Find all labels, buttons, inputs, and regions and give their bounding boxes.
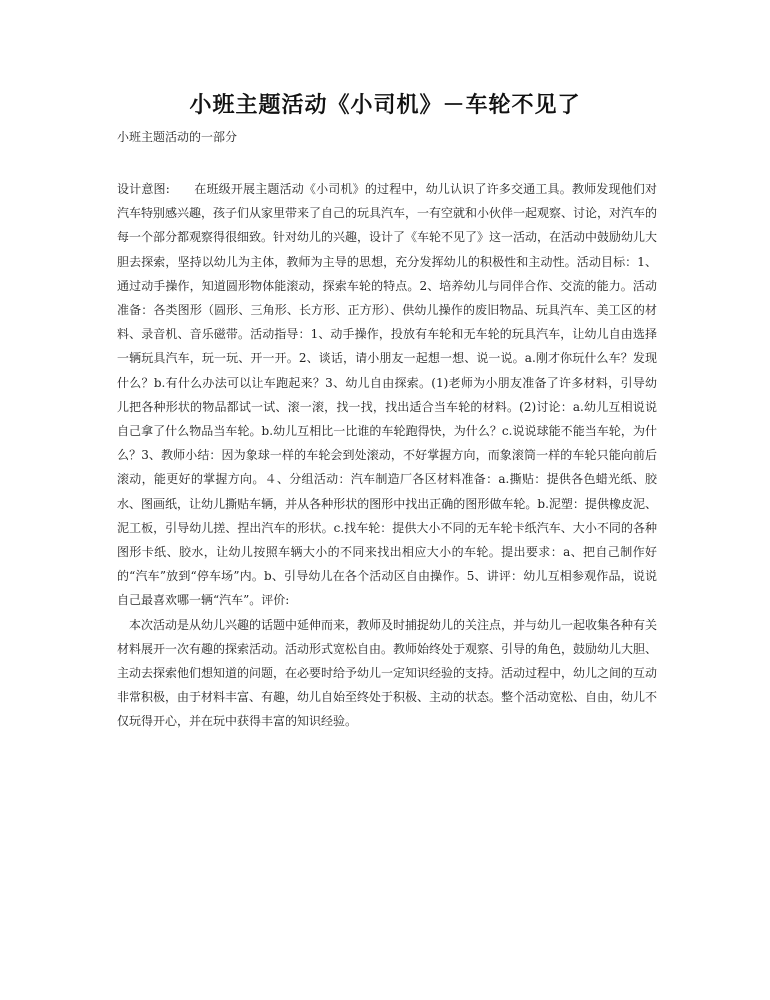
document-body: [117, 177, 657, 734]
page-title: 小班主题活动《小司机》－车轮不见了: [189, 92, 581, 118]
body-paragraph: 本次活动是从幼儿兴趣的话题中延伸而来，教师及时捕捉幼儿的关注点，并与幼儿一起收集各种有关材料展开一次有趣的探索活动。活动形式宽松自由。教师始终处于观察、引导的角色，鼓励幼儿大胆、主动去探索他们想知道的问题，在必要时给予幼儿一定知识经验的支持。活动过程中，幼儿之间的互动非常积极，由于材料丰富、有趣，幼儿自始至终处于积极、主动的状态。整个活动宽松、自由，幼儿不仅玩得开心，并在玩中获得丰富的知识经验。: [117, 617, 658, 729]
body-paragraph: 设计意图: 在班级开展主题活动《小司机》的过程中，幼儿认识了许多交通工具。教师发现他们对汽车特别感兴趣，孩子们从家里带来了自己的玩具汽车，一有空就和小伙伴一起观察、讨论，对汽车的每一个部分都观察得很细致。针对幼儿的兴趣，设计了《车轮不见了》这一活动，在活动中鼓励幼儿大胆去探索，坚持以幼儿为主体，教师为主导的思想，充分发挥幼儿的积极性和主动性。活动目标：1、通过动手操作，知道圆形物体能滚动，探索车轮的特点。2、培养幼儿与同伴合作、交流的能力。活动准备：各类图形（圆形、三角形、长方形、正方形）、供幼儿操作的废旧物品、玩具汽车、美工区的材料、录音机、音乐磁带。活动指导：1、动手操作，投放有车轮和无车轮的玩具汽车，让幼儿自由选择一辆玩具汽车，玩一玩、开一开。2、谈话，请小朋友一起想一想、说一说。a.刚才你玩什么车？发现什么？b.有什么办法可以让车跑起来？3、幼儿自由探索。(1)老师为小朋友准备了许多材料，引导幼儿把各种形状的物品都试一试、滚一滚，找一找，找出适合当车轮的材料。(2)讨论：a.幼儿互相说说自己拿了什么物品当车轮。b.幼儿互相比一比谁的车轮跑得快，为什么？c.说说球能不能当车轮，为什么？3、教师小结：因为象球一样的车轮会到处滚动，不好掌握方向，而象滚筒一样的车轮只能向前后滚动，能更好的掌握方向。４、分组活动：汽车制造厂各区材料准备：a.撕贴：提供各色蜡光纸、胶水、图画纸，让幼儿撕贴车辆，并从各种形状的图形中找出正确的图形做车轮。b.泥塑：提供橡皮泥、泥工板，引导幼儿搓、捏出汽车的形状。c.找车轮：提供大小不同的无车轮卡纸汽车、大小不同的各种图形卡纸、胶水，让幼儿按照车辆大小的不同来找出相应大小的车轮。提出要求：a、把自己制作好的“汽车”放到“停车场”内。b、引导幼儿在各个活动区自由操作。5、讲评：幼儿互相参观作品，说说自己最喜欢哪一辆“汽车”。评价:: [117, 182, 658, 608]
page-subtitle: 小班主题活动的一部分: [117, 130, 238, 144]
